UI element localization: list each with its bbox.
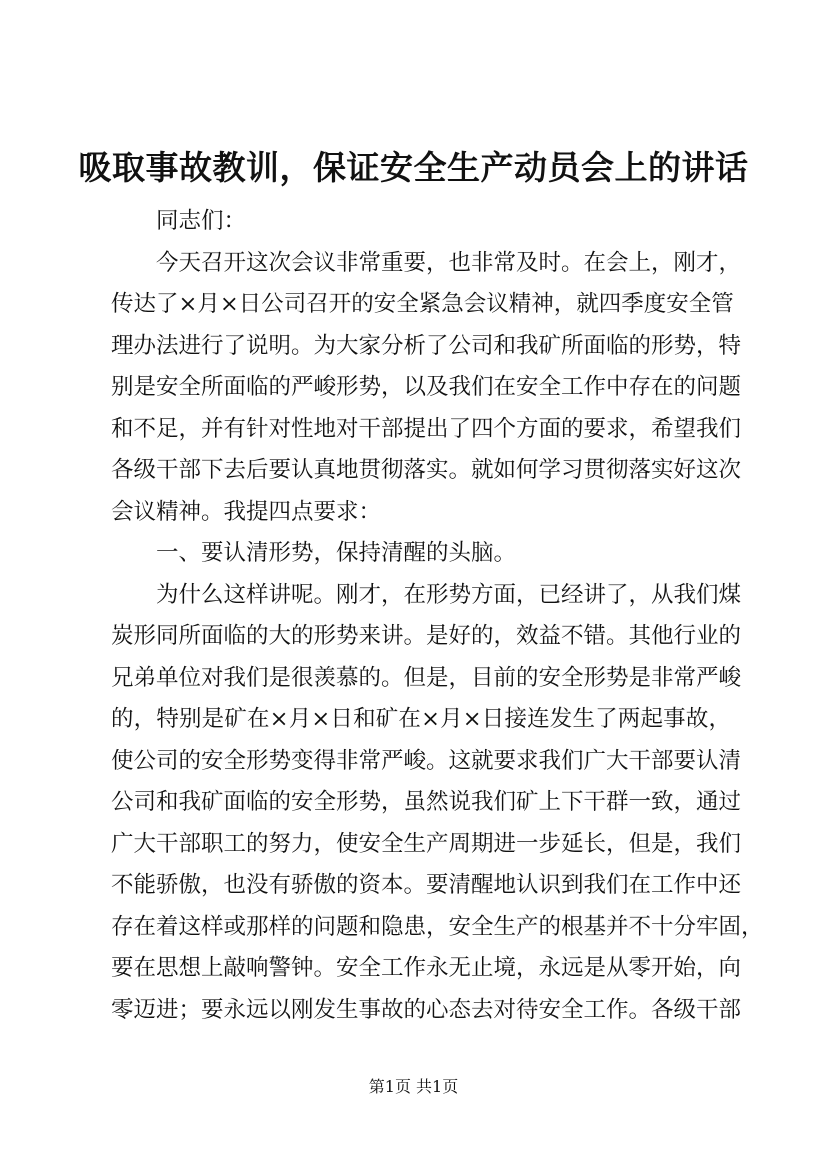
body-text-line: 的，特别是矿在×月×日和矿在×月×日接连发生了两起事故，: [111, 706, 731, 732]
body-text-line: 存在着这样或那样的问题和隐患，安全生产的根基并不十分牢固，: [111, 913, 764, 940]
body-text-line: 要在思想上敲响警钟。安全工作永无止境，永远是从零开始，向: [111, 955, 742, 981]
body-text-line: 使公司的安全形势变得非常严峻。这就要求我们广大干部要认清: [111, 747, 742, 774]
page-footer: 第1页 共1页: [368, 1077, 459, 1096]
body-text-line: 为什么这样讲呢。刚才，在形势方面，已经讲了，从我们煤: [156, 581, 742, 608]
body-text-line: 炭形同所面临的大的形势来讲。是好的，效益不错。其他行业的: [111, 623, 742, 649]
body-text-line: 和不足，并有针对性地对干部提出了四个方面的要求，希望我们: [111, 415, 742, 442]
body-text-line: 兄弟单位对我们是很羡慕的。但是，目前的安全形势是非常严峻: [111, 664, 742, 691]
document-title: 吸取事故教训，保证安全生产动员会上的讲话: [78, 148, 749, 187]
body-text-line: 零迈进；要永远以刚发生事故的心态去对待安全工作。各级干部: [111, 996, 742, 1023]
body-text-line: 会议精神。我提四点要求：: [111, 498, 382, 525]
document-body: [111, 201, 764, 1031]
body-text-line: 各级干部下去后要认真地贯彻落实。就如何学习贯彻落实好这次: [111, 457, 742, 483]
body-text-line: 广大干部职工的努力，使安全生产周期进一步延长，但是，我们: [111, 830, 742, 857]
body-text-line: 传达了×月×日公司召开的安全紧急会议精神，就四季度安全管: [111, 291, 734, 317]
body-text-line: 别是安全所面临的严峻形势，以及我们在安全工作中存在的问题: [111, 374, 742, 400]
body-text-line: 不能骄傲，也没有骄傲的资本。要清醒地认识到我们在工作中还: [111, 872, 742, 898]
body-text-line: 同志们：: [156, 208, 247, 234]
body-text-line: 今天召开这次会议非常重要，也非常及时。在会上，刚才，: [156, 249, 742, 276]
body-text-line: 一、要认清形势，保持清醒的头脑。: [156, 540, 517, 566]
body-text-line: 理办法进行了说明。为大家分析了公司和我矿所面临的形势，特: [111, 332, 742, 359]
body-text-line: 公司和我矿面临的安全形势，虽然说我们矿上下干群一致，通过: [111, 789, 742, 815]
